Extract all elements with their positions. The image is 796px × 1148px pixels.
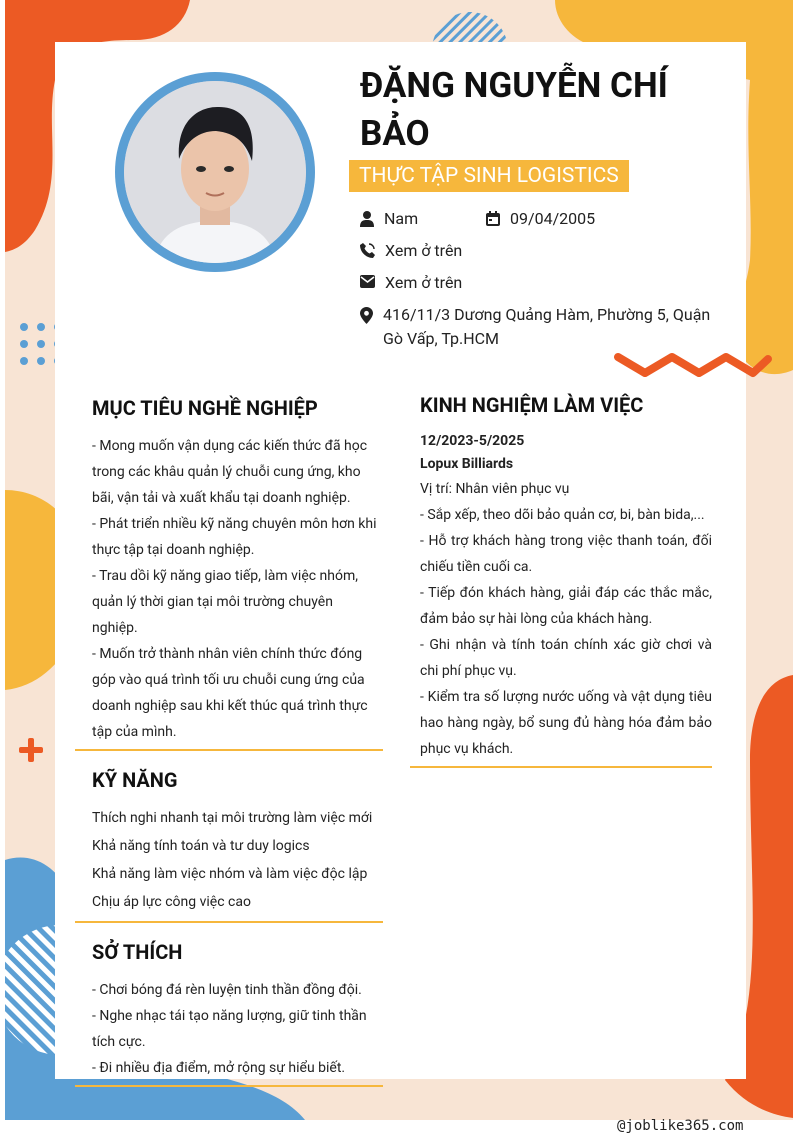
phone-value: Xem ở trên [385, 241, 463, 260]
section-divider [75, 921, 383, 923]
decor-dot [37, 323, 45, 331]
objective-item: - Trau dồi kỹ năng giao tiếp, làm việc nhóm, quản lý thời gian tại môi trường chuyên nghiệp. [92, 568, 359, 636]
skills-heading: KỸ NĂNG [92, 768, 178, 792]
objective-item: - Phát triển nhiều kỹ năng chuyên môn hơn khi thực tập tại doanh nghiệp. [92, 516, 377, 558]
hobby-item: - Nghe nhạc tái tạo năng lượng, giữ tinh thần tích cực. [92, 1008, 367, 1050]
objective-item: - Muốn trở thành nhân viên chính thức đóng góp vào quá trình tối ưu chuỗi cung ứng của doanh nghiệp sau khi kết thúc quá trình thực tập của mình. [92, 646, 368, 740]
zigzag-decoration [610, 345, 780, 385]
experience-item: - Sắp xếp, theo dõi bảo quản cơ, bi, bàn bida,... [420, 507, 705, 523]
section-divider [75, 749, 383, 751]
experience-heading: KINH NGHIỆM LÀM VIỆC [420, 393, 644, 417]
experience-period: 12/2023-5/2025 [420, 433, 525, 449]
decor-dot [20, 357, 28, 365]
watermark: @joblike365.com [617, 1118, 744, 1134]
objective-heading: MỤC TIÊU NGHỀ NGHIỆP [92, 396, 318, 420]
section-divider [75, 1085, 383, 1087]
decor-dot [37, 340, 45, 348]
address-value: 416/11/3 Dương Quảng Hàm, Phường 5, Quận Gò Vấp, Tp.HCM [383, 305, 711, 348]
objective-item: - Mong muốn vận dụng các kiến thức đã học trong các khâu quản lý chuỗi cung ứng, kho bãi, vận tải và xuất khẩu tại doanh nghiệp. [92, 438, 368, 506]
envelope-icon [360, 275, 375, 288]
person-icon [360, 211, 374, 227]
experience-item: - Ghi nhận và tính toán chính xác giờ chơi và chi phí phục vụ. [420, 637, 712, 679]
hobby-item: - Chơi bóng đá rèn luyện tinh thần đồng đội. [92, 982, 362, 998]
phone-icon [360, 243, 375, 258]
experience-details [420, 476, 712, 762]
contact-gender [360, 207, 418, 231]
job-title: THỰC TẬP SINH LOGISTICS [349, 160, 629, 192]
decor-dot [37, 357, 45, 365]
cv-page [5, 0, 793, 1120]
section-divider [410, 766, 712, 768]
birthday-value: 09/04/2005 [510, 209, 596, 228]
experience-item: - Hỗ trợ khách hàng trong việc thanh toán, đối chiếu tiền cuối ca. [420, 533, 712, 575]
hobby-item: - Đi nhiều địa điểm, mở rộng sự hiểu biết. [92, 1060, 346, 1076]
location-pin-icon [360, 307, 373, 324]
skill-item: Khả năng làm việc nhóm và làm việc độc lập [92, 866, 368, 882]
hobbies-list [92, 977, 382, 1081]
decor-dot [20, 323, 28, 331]
hobbies-heading: SỞ THÍCH [92, 940, 183, 964]
contact-address [360, 303, 720, 351]
contact-email [360, 271, 462, 295]
contact-birthday [486, 207, 595, 231]
contact-phone [360, 239, 462, 263]
skills-list [92, 804, 392, 916]
skill-item: Chịu áp lực công việc cao [92, 894, 251, 910]
gender-value: Nam [384, 209, 419, 228]
skill-item: Thích nghi nhanh tại môi trường làm việc mới [92, 810, 373, 826]
email-value: Xem ở trên [385, 273, 463, 292]
candidate-name: ĐẶNG NGUYỄN CHÍ BẢO [360, 65, 668, 154]
profile-photo [124, 81, 306, 263]
skill-item: Khả năng tính toán và tư duy logics [92, 838, 310, 854]
profile-photo-frame [115, 72, 315, 272]
experience-company: Lopux Billiards [420, 456, 514, 472]
decor-dot [20, 340, 28, 348]
experience-item: - Kiểm tra số lượng nước uống và vật dụng tiêu hao hàng ngày, bổ sung đủ hàng hóa đảm bảo phục vụ khách. [420, 689, 712, 757]
objective-list [92, 433, 382, 745]
calendar-icon [486, 211, 500, 226]
experience-position: Vị trí: Nhân viên phục vụ [420, 481, 570, 497]
experience-item: - Tiếp đón khách hàng, giải đáp các thắc mắc, đảm bảo sự hài lòng của khách hàng. [420, 585, 712, 627]
